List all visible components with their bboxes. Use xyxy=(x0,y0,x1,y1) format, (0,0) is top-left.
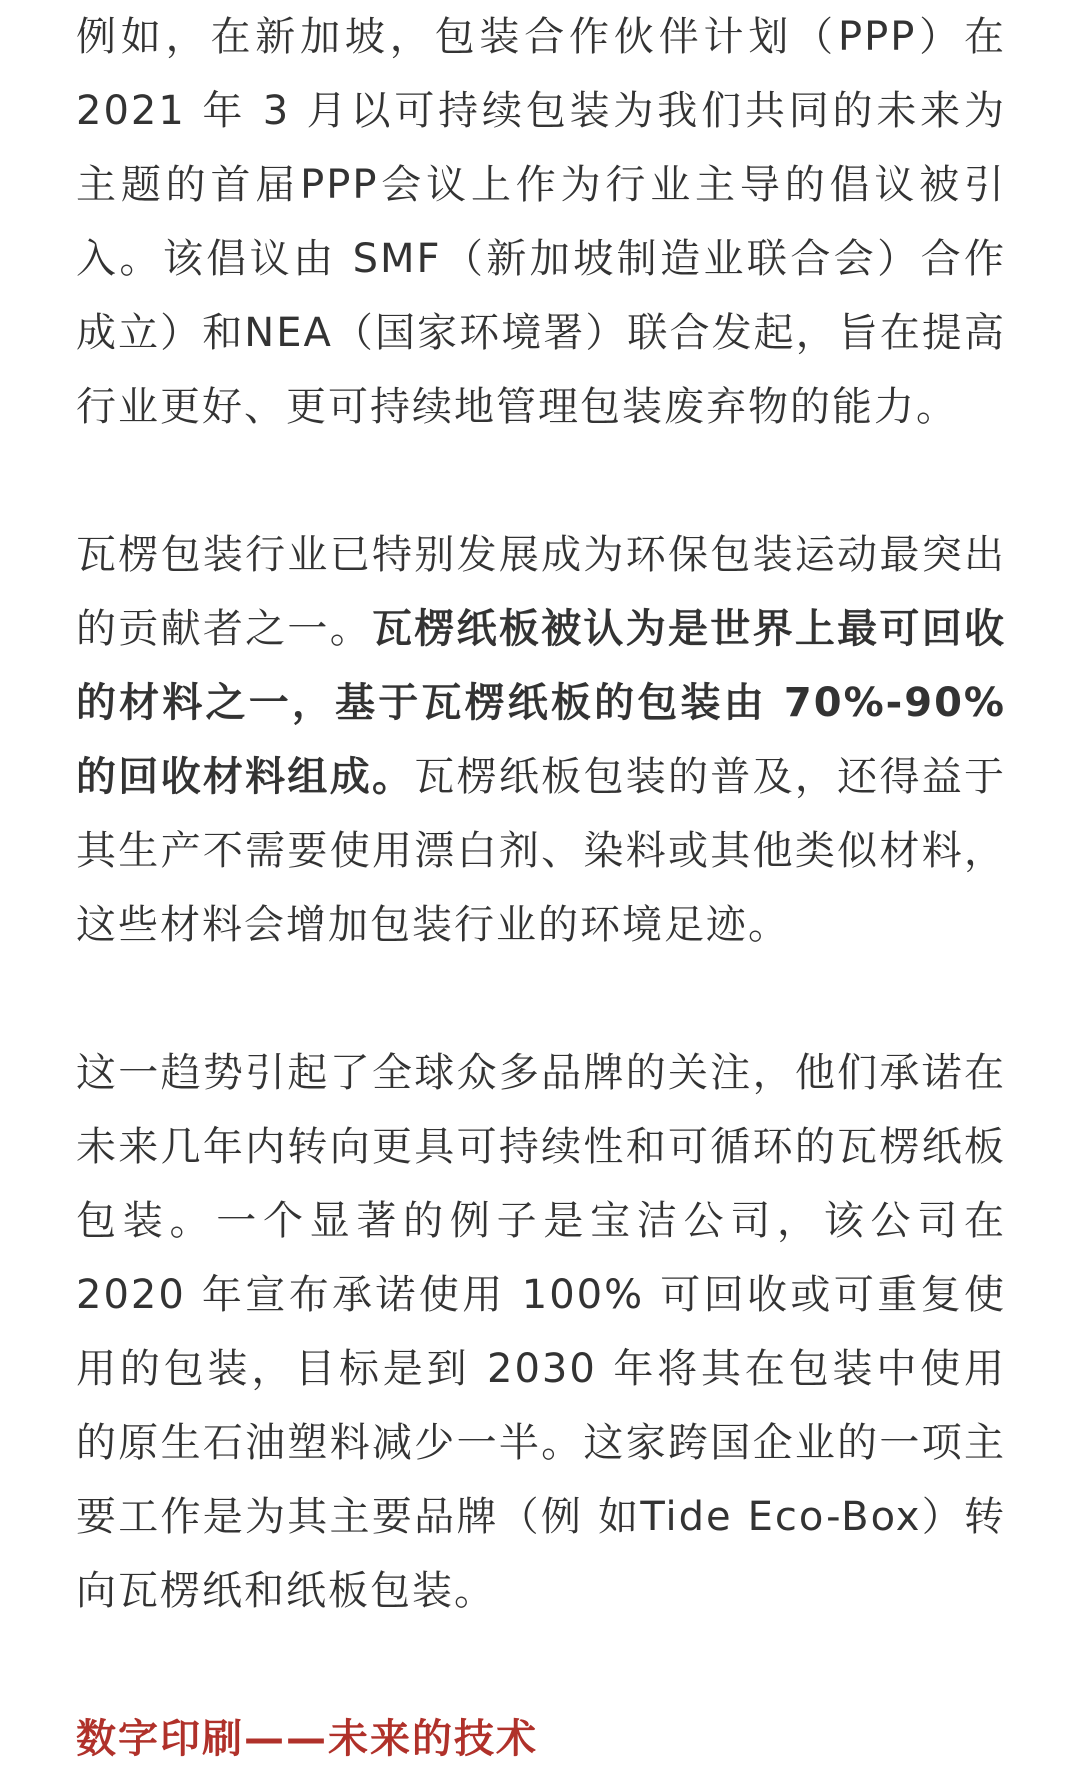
paragraph-ppp-singapore: 例如，在新加坡，包装合作伙伴计划（PPP）在 2021 年 3 月以可持续包装为我们共同的未来为主题的首届PPP会议上作为行业主导的倡议被引入。该倡议由 SMF（新加坡制造业联合会）合作成立）和NEA（国家环境署）联合发起，旨在提高行业更好、更可持续地管理包装废弃物的能力。 xyxy=(76,14,1006,430)
paragraph-tail-text: 瓦楞纸板包装的普及，还得益于其生产不需要使用漂白剂、染料或其他类似材料，这些材料会增加包装行业的环境足迹。 xyxy=(76,754,1007,948)
section-heading: 数字印刷——未来的技术 xyxy=(76,1716,538,1762)
article-body xyxy=(76,0,1006,1776)
paragraph-brands-trend: 这一趋势引起了全球众多品牌的关注，他们承诺在未来几年内转向更具可持续性和可循环的瓦楞纸板包装。一个显著的例子是宝洁公司，该公司在 2020 年宣布承诺使用 100% 可回收或可重复使用的包装，目标是到 2030 年将其在包装中使用的原生石油塑料减少一半。这家跨国企业的一项主要工作是为其主要品牌（例 如Tide Eco-Box）转向瓦楞纸和纸板包装。 xyxy=(76,1050,1006,1614)
paragraph-corrugated-packaging xyxy=(76,518,1006,962)
paragraph-lead-text: 瓦楞包装行业已特别发展成为环保包装运动最突出的贡献者之一。 xyxy=(76,532,1006,652)
paragraph-bold-text: 瓦楞纸板被认为是世界上最可回收的材料之一，基于瓦楞纸板的包装由 70%-90% 的回收材料组成。 xyxy=(76,606,1006,800)
